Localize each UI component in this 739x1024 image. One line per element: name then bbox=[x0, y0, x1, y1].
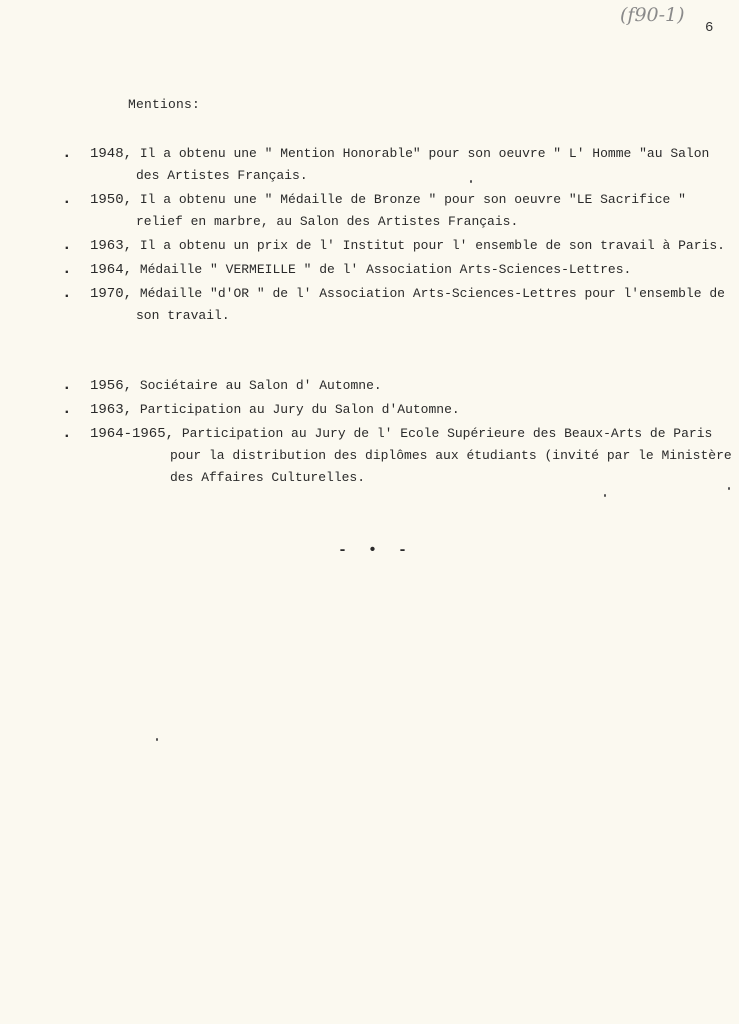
list-item bbox=[62, 258, 631, 281]
end-separator: - • - bbox=[338, 542, 414, 559]
list-item bbox=[62, 374, 382, 397]
entry-year: 1956, bbox=[90, 378, 133, 394]
bullet: . bbox=[62, 376, 72, 394]
entry-text: Médaille "d'OR " de l' Association Arts-Sciences-Lettres pour l'ensemble de bbox=[139, 286, 725, 301]
paper-speck bbox=[728, 487, 730, 490]
entry-year: 1963, bbox=[90, 238, 133, 254]
entry-year: 1948, bbox=[90, 146, 133, 162]
bullet: . bbox=[62, 190, 72, 208]
entry-year: 1963, bbox=[90, 402, 133, 418]
entry-text: Sociétaire au Salon d' Automne. bbox=[139, 378, 382, 393]
entry-text-continued: des Artistes Français. bbox=[136, 168, 308, 183]
list-item bbox=[62, 142, 709, 187]
list-item bbox=[62, 282, 725, 327]
entry-year: 1964, bbox=[90, 262, 133, 278]
entry-text-continued: son travail. bbox=[136, 308, 230, 323]
list-item bbox=[62, 234, 725, 257]
list-item bbox=[62, 398, 460, 421]
bullet: . bbox=[62, 236, 72, 254]
entry-text: Médaille " VERMEILLE " de l' Association Arts-Sciences-Lettres. bbox=[139, 262, 632, 277]
bullet: . bbox=[62, 424, 72, 442]
paper-speck bbox=[604, 494, 606, 497]
bullet: . bbox=[62, 400, 72, 418]
section-title: Mentions: bbox=[128, 97, 201, 112]
entry-text: Participation au Jury de l' Ecole Supérieure des Beaux-Arts de Paris bbox=[181, 426, 713, 441]
entry-year: 1950, bbox=[90, 192, 133, 208]
entry-text-continued: pour la distribution des diplômes aux étudiants (invité par le Ministère bbox=[170, 448, 732, 463]
entry-text: Il a obtenu une " Médaille de Bronze " pour son oeuvre "LE Sacrifice " bbox=[139, 192, 686, 207]
handwritten-reference: (f90-1) bbox=[620, 4, 685, 26]
entry-text-continued: relief en marbre, au Salon des Artistes Français. bbox=[136, 214, 519, 229]
paper-speck bbox=[156, 738, 158, 741]
list-item bbox=[62, 188, 686, 233]
paper-speck bbox=[470, 180, 472, 183]
page-number: 6 bbox=[705, 20, 714, 36]
bullet: . bbox=[62, 144, 72, 162]
entry-text: Il a obtenu un prix de l' Institut pour l' ensemble de son travail à Paris. bbox=[139, 238, 725, 253]
list-item bbox=[62, 422, 732, 489]
bullet: . bbox=[62, 284, 72, 302]
entry-year: 1970, bbox=[90, 286, 133, 302]
entry-year: 1964-1965, bbox=[90, 426, 175, 442]
entry-text: Il a obtenu une " Mention Honorable" pour son oeuvre " L' Homme "au Salon bbox=[139, 146, 710, 161]
bullet: . bbox=[62, 260, 72, 278]
entry-text: Participation au Jury du Salon d'Automne. bbox=[139, 402, 460, 417]
entry-text-continued: des Affaires Culturelles. bbox=[170, 470, 366, 485]
